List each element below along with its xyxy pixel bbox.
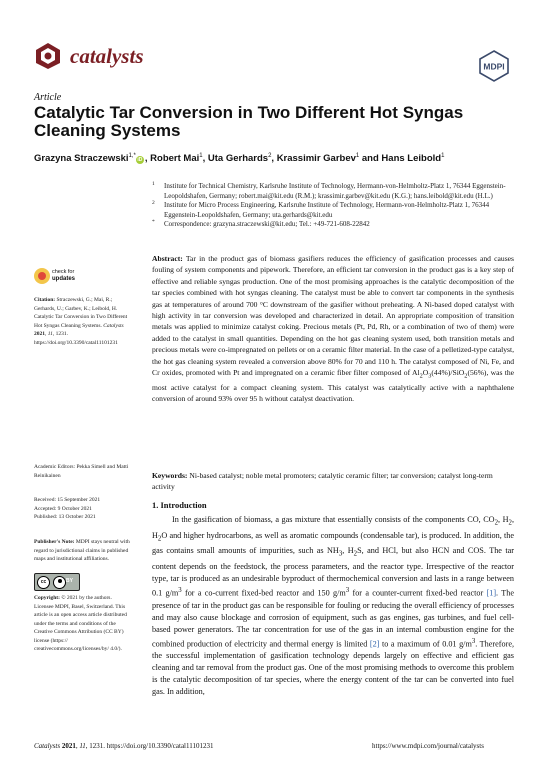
superscript: 3 (471, 637, 476, 645)
affiliation-text: Institute for Micro Process Engineering, Karlsruhe Institute of Technology, Hermann-von-Helmholtz-Platz 1, 76344 Eggenstein-Leopoldshafen, Germany; uta.gerhards@kit.edu (164, 201, 490, 219)
orcid-icon[interactable]: iD (137, 157, 143, 164)
check-updates-line: updates (52, 275, 76, 282)
keywords-label: Keywords: (152, 471, 188, 480)
footer-citation: Catalysts 2021, 11, 1231. https://doi.org/10.3390/catal11101231 (34, 742, 214, 750)
dates (34, 496, 132, 522)
affiliation-text: Institute for Technical Chemistry, Karlsruhe Institute of Technology, Hermann-von-Helmholtz-Platz 1, 76344 Eggenstein-Leopoldshafen, Germany; robert.mai@kit.edu (R.M.); krassimir.garbev@kit.edu (K.G.); hans.leibold@kit.edu (H.L.) (164, 182, 506, 200)
author-affil-sup: 1 (441, 153, 445, 159)
body-text: , H (342, 546, 354, 556)
keywords-text: Ni-based catalyst; noble metal promoters; catalytic ceramic filter; tar conversion; catalyst long-term activity (152, 471, 493, 492)
footer-journal-url[interactable]: https://www.mdpi.com/journal/catalysts (372, 742, 484, 750)
academic-editors: Academic Editors: Pekka Simell and Matti Reinikainen (34, 464, 129, 479)
affiliation-item (152, 201, 514, 220)
abstract-text: O (422, 368, 429, 378)
cc-by-license-badge[interactable] (34, 573, 80, 591)
article-title: Catalytic Tar Conversion in Two Different Hot Syngas Cleaning Systems (34, 103, 464, 140)
mdpi-logo-text: MDPI (483, 61, 505, 72)
by-label: BY (66, 578, 73, 584)
published-date: Published: 13 October 2021 (34, 514, 96, 520)
body-text: for a co-current fixed-bed reactor and 150 g/m (181, 588, 346, 598)
superscript: 3 (178, 586, 182, 594)
keywords (152, 470, 514, 493)
attribution-icon (53, 576, 66, 589)
article-type: Article (34, 92, 62, 103)
cc-icon: cc (37, 576, 50, 589)
introduction-paragraph (152, 514, 514, 698)
body-text: , H (152, 515, 514, 540)
author-name[interactable]: Robert Mai (150, 153, 200, 165)
affiliation-text: Correspondence: grazyna.straczewski@kit.edu; Tel.: +49-721-608-22842 (164, 220, 370, 228)
publisher-note-text: MDPI stays neutral with regard to jurisdictional claims in published maps and institutional affiliations. (34, 539, 130, 562)
check-for-updates-button[interactable] (34, 266, 82, 286)
author-affil-sup: 1 (355, 153, 360, 159)
affiliation-item (152, 220, 514, 230)
subscript: 2 (494, 519, 499, 527)
accepted-date: Accepted: 9 October 2021 (34, 505, 92, 512)
abstract-text: Tar in the product gas of biomass gasifiers reduces the efficiency of gasification processes and causes fouling of system components and pipework. Therefore, an efficient tar conversion in the product gas is a key step of effective and reliable syngas production. One of the most promising approaches is the catalytic decomposition of the tar species combined with hot syngas cleaning. The catalyst must be able to convert tar components in the synthesis gas at temperatures of around 700 °C downstream of the gasifier without preheating. A Ni-based doped catalyst with high activity in tar conversion was developed and characterized in detail. An appropriate composition of transition metals was applied to minimize catalyst coking. Precious metals (Pt, Pd, Rh, or a combination of two of them) were added to the catalyst in small quantities. Depending on the hot gas cleaning system used, both transition metals and precious metals were co-impregnated on pellets or on a ceramic filter material. In the case of a pelletized-type catalyst, the hot gas cleaning system revealed a conversion above 80% for 70 and 110 h. The catalyst composed of Ni, Fe, and Cr oxides, promoted with Pt and impregnated on a ceramic fiber filter composed of Al (152, 254, 514, 378)
citation-text: Straczewski, G.; Mai, R.; Gerhards, U.; Garbev, K.; Leibold, H. Catalytic Tar Conversion in Two Different Hot Syngas Cleaning Systems. (34, 297, 128, 329)
body-text: , H (498, 515, 509, 524)
author-list: Grazyna Straczewski$^{1,*}$iD , Robert Mai$^1$, Uta Gerhards$^2$, Krassimir Garbev$^1$ and Hans Leibold$^1$ (34, 153, 445, 165)
body-text: O and higher hydrocarbons, as well as aromatic compounds (condensable tar), is produced. In addition, the gas contains small amounts of impurities, such as NH (152, 530, 514, 556)
abstract-text: (56%), was the most active catalyst for a compact cleaning system. This catalyst was catalytically active with a naphthalene conversion of around 93% over 95 h without catalyst deactivation. (152, 368, 515, 404)
journal-logo-icon (34, 42, 62, 70)
affiliation-num: * (152, 219, 155, 225)
subscript: 2 (508, 519, 512, 527)
subscript: 3 (428, 372, 432, 380)
affiliation-num: 1 (152, 181, 155, 187)
footer-year: 2021 (61, 742, 76, 750)
body-text: . The presence of tar in the product gas can be responsible for fouling or reducing the overall efficiency of processes and may also cause blockage and corrosion of equipment, such as gas engines, gas turbines, and fuel cell-based power generators. The tar concentration for use of the gas in an internal combustion engine for the combined production of electricity and thermal energy is limited (152, 588, 514, 649)
abstract-text: (44%)/SiO (431, 368, 465, 378)
publisher-note-label: Publisher's Note: (34, 539, 75, 545)
author-affil-sup: 2 (268, 153, 272, 159)
citation-block: Citation: Straczewski, G.; Mai, R.; Gerhards, U.; Garbev, K.; Leibold, H. Catalytic Tar Conversion in Two Different Hot Syngas Cleaning Systems. Catalysts 2021, 11, 1231. https://doi.org/10.3390/catal11101231 (34, 297, 128, 346)
citation-label: Citation: (34, 297, 56, 303)
citation-journal: Catalysts (103, 322, 124, 329)
affiliation-item (152, 182, 514, 201)
citation-year: 2021 (34, 331, 45, 337)
abstract (152, 253, 514, 405)
superscript: 3 (345, 586, 350, 594)
subscript: 2 (464, 372, 468, 380)
section-heading: 1. Introduction (152, 500, 207, 510)
mdpi-logo-icon (478, 50, 510, 82)
citation-link[interactable]: [1] (486, 588, 497, 598)
check-updates-icon (34, 268, 50, 284)
abstract-label: Abstract: (152, 254, 183, 263)
citation-link[interactable]: [2] (369, 639, 380, 649)
author-affil-sup: 1 (199, 153, 203, 159)
footer-volume: 11 (79, 742, 86, 750)
footer-doi[interactable]: , 1231. https://doi.org/10.3390/catal11101231 (85, 742, 214, 750)
author-name[interactable]: Krassimir Garbev (276, 153, 356, 165)
affiliation-num: 2 (152, 200, 155, 206)
footer-journal: Catalysts (34, 742, 61, 750)
check-updates-text (52, 269, 75, 282)
citation-volume: 11 (47, 331, 53, 337)
author-name[interactable]: Hans Leibold (381, 153, 442, 165)
subscript: 2 (353, 550, 358, 558)
author-affil-sup: 1,* (128, 153, 136, 159)
subscript: 2 (157, 535, 162, 543)
body-text: . Therefore, the successful implementation of gasification technology depends largely on effective and efficient gas cleaning and tar removal from the product gas. One of the most promising methods to overcome this problem is the catalytic decomposition of tar species, where the energy content of the tar can be converted into fuel gas. In addition, (152, 639, 515, 697)
subscript: 3 (338, 550, 343, 558)
body-text: for a counter-current fixed-bed reactor (349, 588, 487, 598)
author-name[interactable]: Uta Gerhards (207, 153, 269, 165)
copyright-text: © 2021 by the authors. Licensee MDPI, Basel, Switzerland. This article is an open access article distributed under the terms and conditions of the Creative Commons Attribution (CC BY) license (https:// creativecommons.org/licenses/by/ 4.0/). (34, 595, 127, 652)
citation-doi[interactable]: , 1231. https://doi.org/10.3390/catal11101231 (34, 331, 118, 346)
body-text: In the gasification of biomass, a gas mixture that essentially consists of the components CO, CO (172, 515, 495, 524)
body-text: S, and HCl, but also HCN and COS. The tar content depends on the feedstock, the process parameters, and the reactor type. Irrespective of the reactor type, tar is produced as an undesirable byproduct of thermochemical conversion and lasts in a range between 0.1 g/m (152, 546, 514, 598)
copyright-label: Copyright: (34, 595, 60, 601)
body-text: to a maximum of 0.01 g/m (379, 639, 472, 649)
check-updates-line: check for (52, 269, 75, 275)
publisher-note (34, 538, 132, 564)
author-name[interactable]: Grazyna Straczewski (34, 153, 129, 165)
copyright-block (34, 594, 132, 654)
journal-name: catalysts (70, 44, 144, 68)
received-date: Received: 15 September 2021 (34, 497, 101, 503)
affiliations (152, 182, 514, 230)
subscript: 2 (419, 372, 423, 380)
